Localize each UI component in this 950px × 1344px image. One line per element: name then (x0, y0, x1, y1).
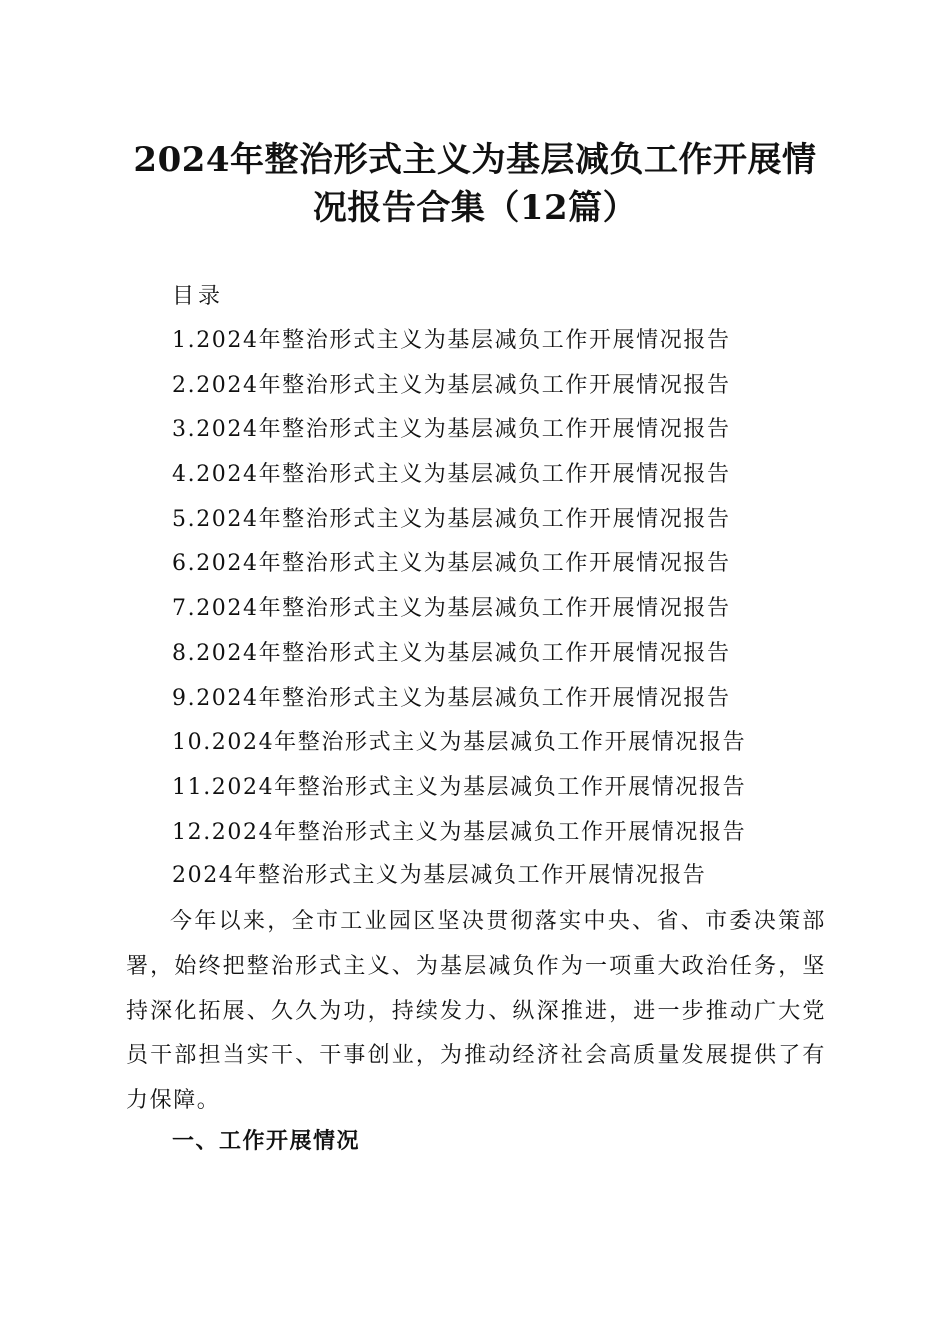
toc-item: 6.2024年整治形式主义为基层减负工作开展情况报告 (172, 551, 731, 577)
toc-item: 1.2024年整治形式主义为基层减负工作开展情况报告 (172, 328, 731, 353)
intro-paragraph: 今年以来，全市工业园区坚决贯彻落实中央、省、市委决策部署，始终把整治形式主义、为基层减负作为一项重大政治任务，坚持深化拓展、久久为功，持续发力、纵深推进，进一步推动广大党员干部担当实干、干事创业，为推动经济社会高质量发展提供了有力保障。 (126, 909, 826, 1114)
toc-item: 2.2024年整治形式主义为基层减负工作开展情况报告 (172, 372, 731, 398)
section-heading: 一、工作开展情况 (172, 1129, 361, 1154)
toc-heading: 目录 (172, 284, 225, 309)
document-title-line-1: 2024年整治形式主义为基层减负工作开展情 (133, 140, 817, 180)
toc-item: 11.2024年整治形式主义为基层减负工作开展情况报告 (172, 774, 747, 800)
toc-item: 9.2024年整治形式主义为基层减负工作开展情况报告 (172, 685, 731, 711)
toc-item: 3.2024年整治形式主义为基层减负工作开展情况报告 (172, 417, 731, 443)
table-of-contents (172, 326, 746, 862)
toc-item: 10.2024年整治形式主义为基层减负工作开展情况报告 (172, 730, 747, 756)
document-title-line-2: 况报告合集（12篇） (312, 188, 638, 228)
article-title: 2024年整治形式主义为基层减负工作开展情况报告 (172, 863, 707, 888)
toc-item: 4.2024年整治形式主义为基层减负工作开展情况报告 (172, 462, 731, 488)
toc-item: 5.2024年整治形式主义为基层减负工作开展情况报告 (172, 506, 731, 532)
toc-item: 8.2024年整治形式主义为基层减负工作开展情况报告 (172, 640, 731, 666)
toc-item: 12.2024年整治形式主义为基层减负工作开展情况报告 (172, 819, 747, 845)
toc-item: 7.2024年整治形式主义为基层减负工作开展情况报告 (172, 596, 731, 622)
document-title (120, 136, 830, 232)
